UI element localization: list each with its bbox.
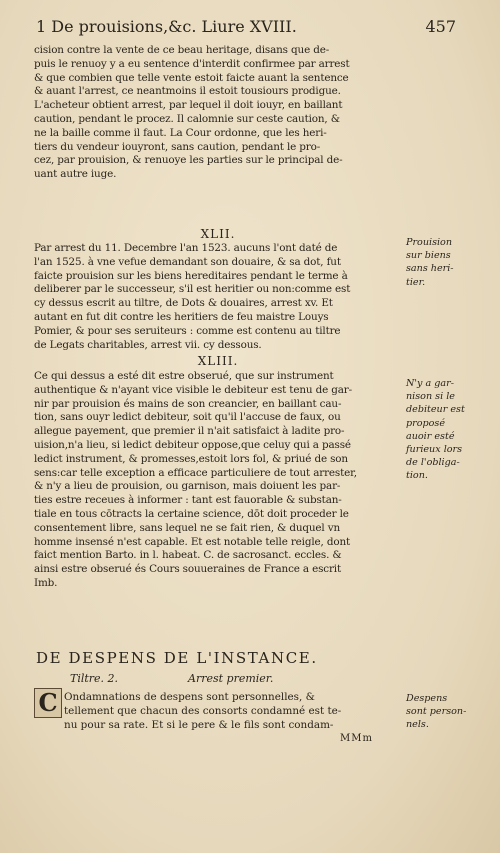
text-line: authentique & n'ayant vice visible le debiteur est tenu de gar- [34, 383, 352, 396]
text-line: tiers du vendeur iouyront, sans caution, pendant le pro- [34, 140, 321, 153]
text-line: consentement libre, sans lequel ne se fait rien, & duquel vn [34, 521, 340, 534]
text-line: Imb. [34, 576, 58, 589]
margin-note-line: sans heri- [406, 263, 454, 275]
margin-note-line: de l'obliga- [406, 457, 460, 469]
text-line: allegue payement, que premier il n'ait satisfaict à ladite pro- [34, 425, 345, 438]
paragraph-xliii [34, 370, 402, 591]
margin-note-line: Despens [406, 693, 448, 704]
text-line: ties estre receues à informer : tant est fauorable & substan- [34, 494, 342, 507]
text-line: & n'y a lieu de prouision, ou garnison, mais doiuent les par- [34, 480, 341, 493]
text-line: Par arrest du 11. Decembre l'an 1523. aucuns l'ont daté de [34, 242, 338, 254]
text-line: homme insensé n'est capable. Et est notable telle reigle, dont [34, 535, 351, 548]
margin-note-line: auoir esté [406, 430, 455, 442]
text-line: tiale en tous cōtracts la certaine science, dōt doit proceder le [34, 507, 349, 520]
text-line: deliberer par le successeur, s'il est heritier ou non:comme est [34, 283, 351, 296]
text-line: ne la baille comme il faut. La Cour ordonne, que les heri- [34, 126, 327, 139]
text-line: & auant l'arrest, ce neantmoins il estoit tousiours prodigue. [34, 85, 341, 98]
drop-cap-letter: C [34, 688, 62, 718]
margin-note-line: furieux lors [406, 444, 463, 456]
text-line: faict mention Barto. in l. habeat. C. de sacrosanct. eccles. & [34, 549, 342, 562]
paragraph-despens [64, 690, 404, 732]
paragraph-continuation [34, 44, 402, 182]
text-line: nir par prouision és mains de son creancier, en baillant cau- [34, 397, 342, 410]
text-line: tion, sans ouyr ledict debiteur, soit qu'il l'accuse de faux, ou [34, 411, 341, 424]
margin-note-line: nison si le [406, 391, 455, 403]
arrest-label: Arrest premier. [188, 672, 274, 685]
text-line: tellement que chacun des consorts condamné est te- [64, 705, 342, 717]
margin-note-line: sont person- [406, 706, 467, 718]
margin-note-line: tier. [406, 276, 426, 288]
header-title: 1 De prouisions,&c. Liure XVIII. [36, 17, 297, 36]
text-line: de Legats charitables, arrest vii. cy dessous. [34, 338, 262, 351]
text-line: uision,n'a lieu, si ledict debiteur oppose,que celuy qui a passé [34, 438, 351, 451]
margin-note-despens [406, 692, 476, 732]
page-number: 457 [425, 17, 456, 36]
section-heading-xlii: XLII. [200, 227, 236, 241]
text-line: cez, par prouision, & renuoye les parties sur le principal de- [34, 154, 343, 167]
margin-note-line: sur biens [406, 250, 451, 262]
text-line: uant autre iuge. [34, 168, 117, 181]
text-line: ledict instrument, & promesses,estoit lors fol, & priué de son [34, 452, 348, 465]
text-line: & que combien que telle vente estoit faicte auant la sentence [34, 71, 349, 84]
text-line: nu pour sa rate. Et si le pere & le fils sont condam- [64, 719, 334, 731]
text-line: faicte prouision sur les biens hereditaires pendant le terme à [34, 269, 348, 282]
margin-note-xlii [406, 236, 476, 289]
text-line: sens:car telle exception a efficace particuliere de tout arrester, [34, 466, 357, 479]
margin-note-line: proposé [406, 417, 446, 429]
text-line: ainsi estre obserué és Cours souueraines de France a escrit [34, 563, 341, 576]
signature-mark: MMm [340, 733, 373, 744]
margin-note-xliii [406, 377, 476, 483]
margin-note-line: tion. [406, 470, 428, 482]
running-header [36, 16, 456, 38]
text-line: Ondamnations de despens sont personnelles, & [64, 691, 315, 703]
text-line: l'an 1525. à vne vefue demandant son douaire, & sa dot, fut [34, 255, 341, 268]
text-line: cy dessus escrit au tiltre, de Dots & douaires, arrest xv. Et [34, 297, 333, 310]
margin-note-line: Prouision [406, 237, 453, 248]
text-line: autant en fut dit contre les heritiers de feu maistre Louys [34, 310, 329, 323]
section-heading-xliii: XLIII. [197, 354, 239, 368]
text-line: caution, pendant le procez. Il calomnie sur ceste caution, & [34, 112, 340, 125]
section-title-instance: DE DESPENS DE L'INSTANCE. [36, 649, 318, 667]
text-line: cision contre la vente de ce beau heritage, disans que de- [34, 44, 330, 56]
text-line: Ce qui dessus a esté dit estre obserué, que sur instrument [34, 370, 334, 382]
margin-note-line: N'y a gar- [406, 378, 454, 389]
text-line: Pomier, & pour ses seruiteurs : comme est contenu au tiltre [34, 324, 341, 337]
margin-note-line: nels. [406, 719, 429, 731]
paragraph-xlii [34, 242, 402, 352]
titre-label: Tiltre. 2. [70, 672, 119, 685]
margin-note-line: debiteur est [406, 404, 465, 416]
text-line: L'acheteur obtient arrest, par lequel il doit iouyr, en baillant [34, 99, 343, 112]
text-line: puis le renuoy y a eu sentence d'interdit confirmee par arrest [34, 57, 350, 70]
